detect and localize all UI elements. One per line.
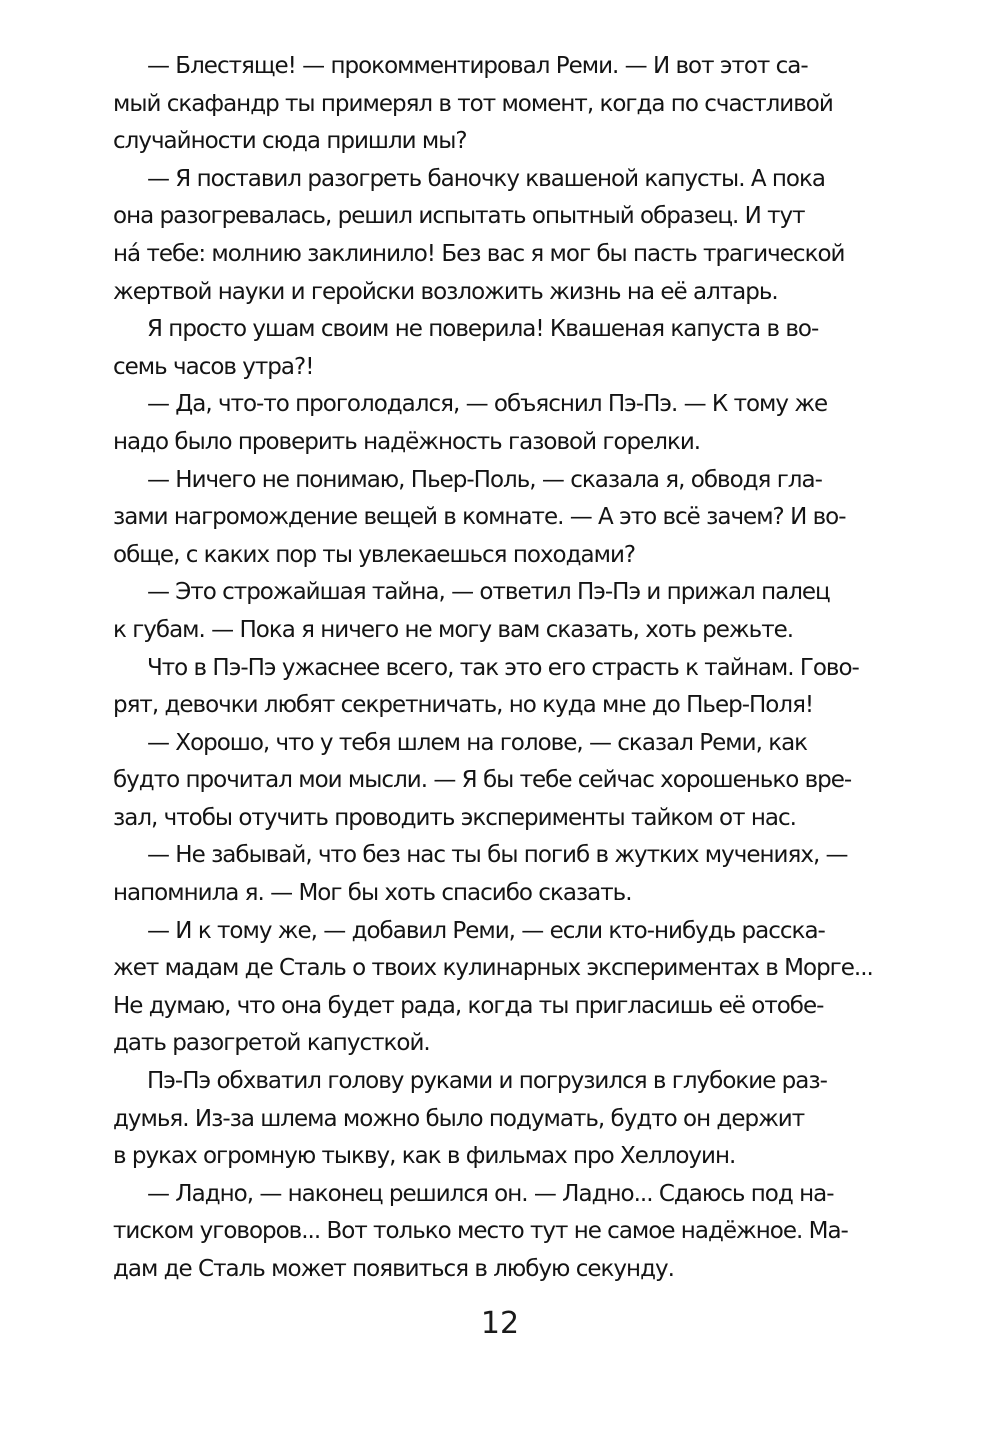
text-line: — Ничего не понимаю, Пьер-Поль, — сказала я, обводя гла- — [147, 466, 822, 493]
text-line: зами нагромождение вещей в комнате. — А это всё зачем? И во- — [113, 504, 846, 531]
text-line: — Да, что-то проголодался, — объяснил Пэ-Пэ. — К тому же — [147, 391, 828, 418]
text-line: к губам. — Пока я ничего не могу вам сказать, хоть режьте. — [113, 616, 794, 643]
text-line: — Ладно, — наконец решился он. — Ладно... Сдаюсь под на- — [147, 1180, 834, 1207]
text-line: — Не забывай, что без нас ты бы погиб в жутких мучениях, — — [147, 842, 848, 869]
text-line: Не думаю, что она будет рада, когда ты пригласишь её отобе- — [113, 992, 824, 1019]
text-line: семь часов утра?! — [113, 353, 314, 380]
text-line: Я просто ушам своим не поверила! Квашеная капуста в во- — [147, 316, 819, 343]
text-line: напомнила я. — Мог бы хоть спасибо сказать. — [113, 880, 632, 907]
text-line: жертвой науки и геройски возложить жизнь на её алтарь. — [113, 278, 778, 305]
text-line: — Это строжайшая тайна, — ответил Пэ-Пэ и прижал палец — [147, 579, 830, 606]
page-number: 12 — [480, 1306, 520, 1341]
text-line: — Блестяще! — прокомментировал Реми. — И вот этот са- — [147, 53, 808, 79]
text-line: случайности сюда пришли мы? — [113, 128, 467, 155]
text-line: в руках огромную тыкву, как в фильмах про Хеллоуин. — [113, 1143, 736, 1170]
text-line: дам де Сталь может появиться в любую секунду. — [113, 1256, 674, 1282]
text-line: жет мадам де Сталь о твоих кулинарных экспериментах в Морге... — [113, 955, 873, 982]
text-line: — И к тому же, — добавил Реми, — если кто-нибудь расска- — [147, 917, 825, 944]
text-line: Пэ-Пэ обхватил голову руками и погрузился в глубокие раз- — [147, 1068, 827, 1095]
text-line: мый скафандр ты примерял в тот момент, когда по счастливой — [113, 90, 833, 117]
text-line: зал, чтобы отучить проводить эксперименты тайком от нас. — [113, 804, 796, 831]
text-line: будто прочитал мои мысли. — Я бы тебе сейчас хорошенько вре- — [113, 767, 852, 794]
text-line: надо было проверить надёжность газовой горелки. — [113, 428, 701, 455]
text-line: дать разогретой капусткой. — [113, 1030, 430, 1057]
body-text — [113, 48, 948, 1289]
text-line: думья. Из-за шлема можно было подумать, будто он держит — [113, 1105, 805, 1132]
text-line: Что в Пэ-Пэ ужаснее всего, так это его страсть к тайнам. Гово- — [147, 654, 859, 681]
text-line: обще, с каких пор ты увлекаешься походами? — [113, 541, 636, 568]
text-line: тиском уговоров... Вот только место тут не самое надёжное. Ма- — [113, 1218, 848, 1245]
text-line: — Я поставил разогреть баночку квашеной капусты. А пока — [147, 165, 825, 192]
text-line: — Хорошо, что у тебя шлем на голове, — сказал Реми, как — [147, 729, 808, 756]
text-line: она разогревалась, решил испытать опытный образец. И тут — [113, 203, 805, 230]
text-line: рят, девочки любят секретничать, но куда мне до Пьер-Поля! — [113, 692, 814, 719]
text-line: на́ тебе: молнию заклинило! Без вас я мог бы пасть трагической — [113, 240, 845, 267]
